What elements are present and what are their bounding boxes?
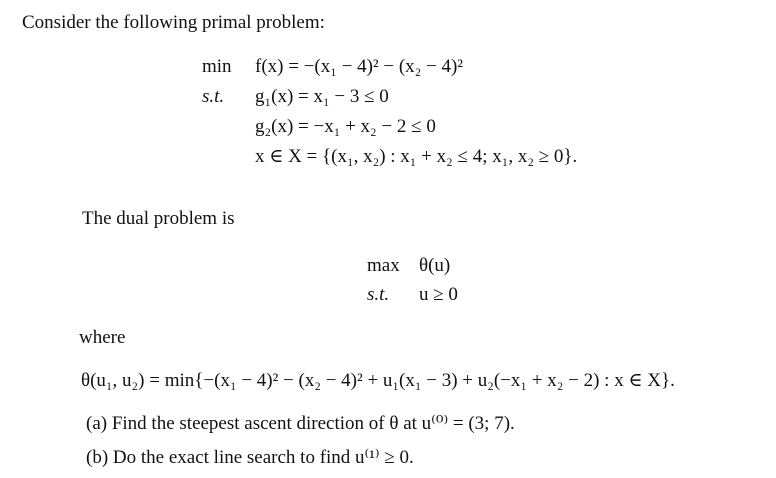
dual-st-label: s.t. xyxy=(367,284,390,305)
problem-intro: Consider the following primal problem: xyxy=(22,12,325,33)
primal-st-label: s.t. xyxy=(202,86,225,107)
dual-heading: The dual problem is xyxy=(82,208,235,229)
constraint-g2: g₂(x) = −x₁ + x₂ − 2 ≤ 0 xyxy=(255,116,436,137)
set-x-definition: x ∈ X = {(x₁, x₂) : x₁ + x₂ ≤ 4; x₁, x₂ ≥ 0}. xyxy=(255,146,578,167)
question-a: (a) Find the steepest ascent direction of θ at u⁽⁰⁾ = (3; 7). xyxy=(86,413,515,434)
question-b: (b) Do the exact line search to find u⁽¹⁾ ≥ 0. xyxy=(86,447,414,468)
dual-constraint: u ≥ 0 xyxy=(419,284,458,305)
constraint-g1: g₁(x) = x₁ − 3 ≤ 0 xyxy=(255,86,389,107)
dual-objective: θ(u) xyxy=(419,255,451,276)
dual-max-label: max xyxy=(367,255,400,276)
primal-min-label: min xyxy=(202,56,232,77)
where-label: where xyxy=(79,327,126,348)
primal-objective: f(x) = −(x₁ − 4)² − (x₂ − 4)² xyxy=(255,56,464,77)
theta-definition: θ(u₁, u₂) = min{−(x₁ − 4)² − (x₂ − 4)² + u₁(x₁ − 3) + u₂(−x₁ + x₂ − 2) : x ∈ X}. xyxy=(81,370,675,391)
